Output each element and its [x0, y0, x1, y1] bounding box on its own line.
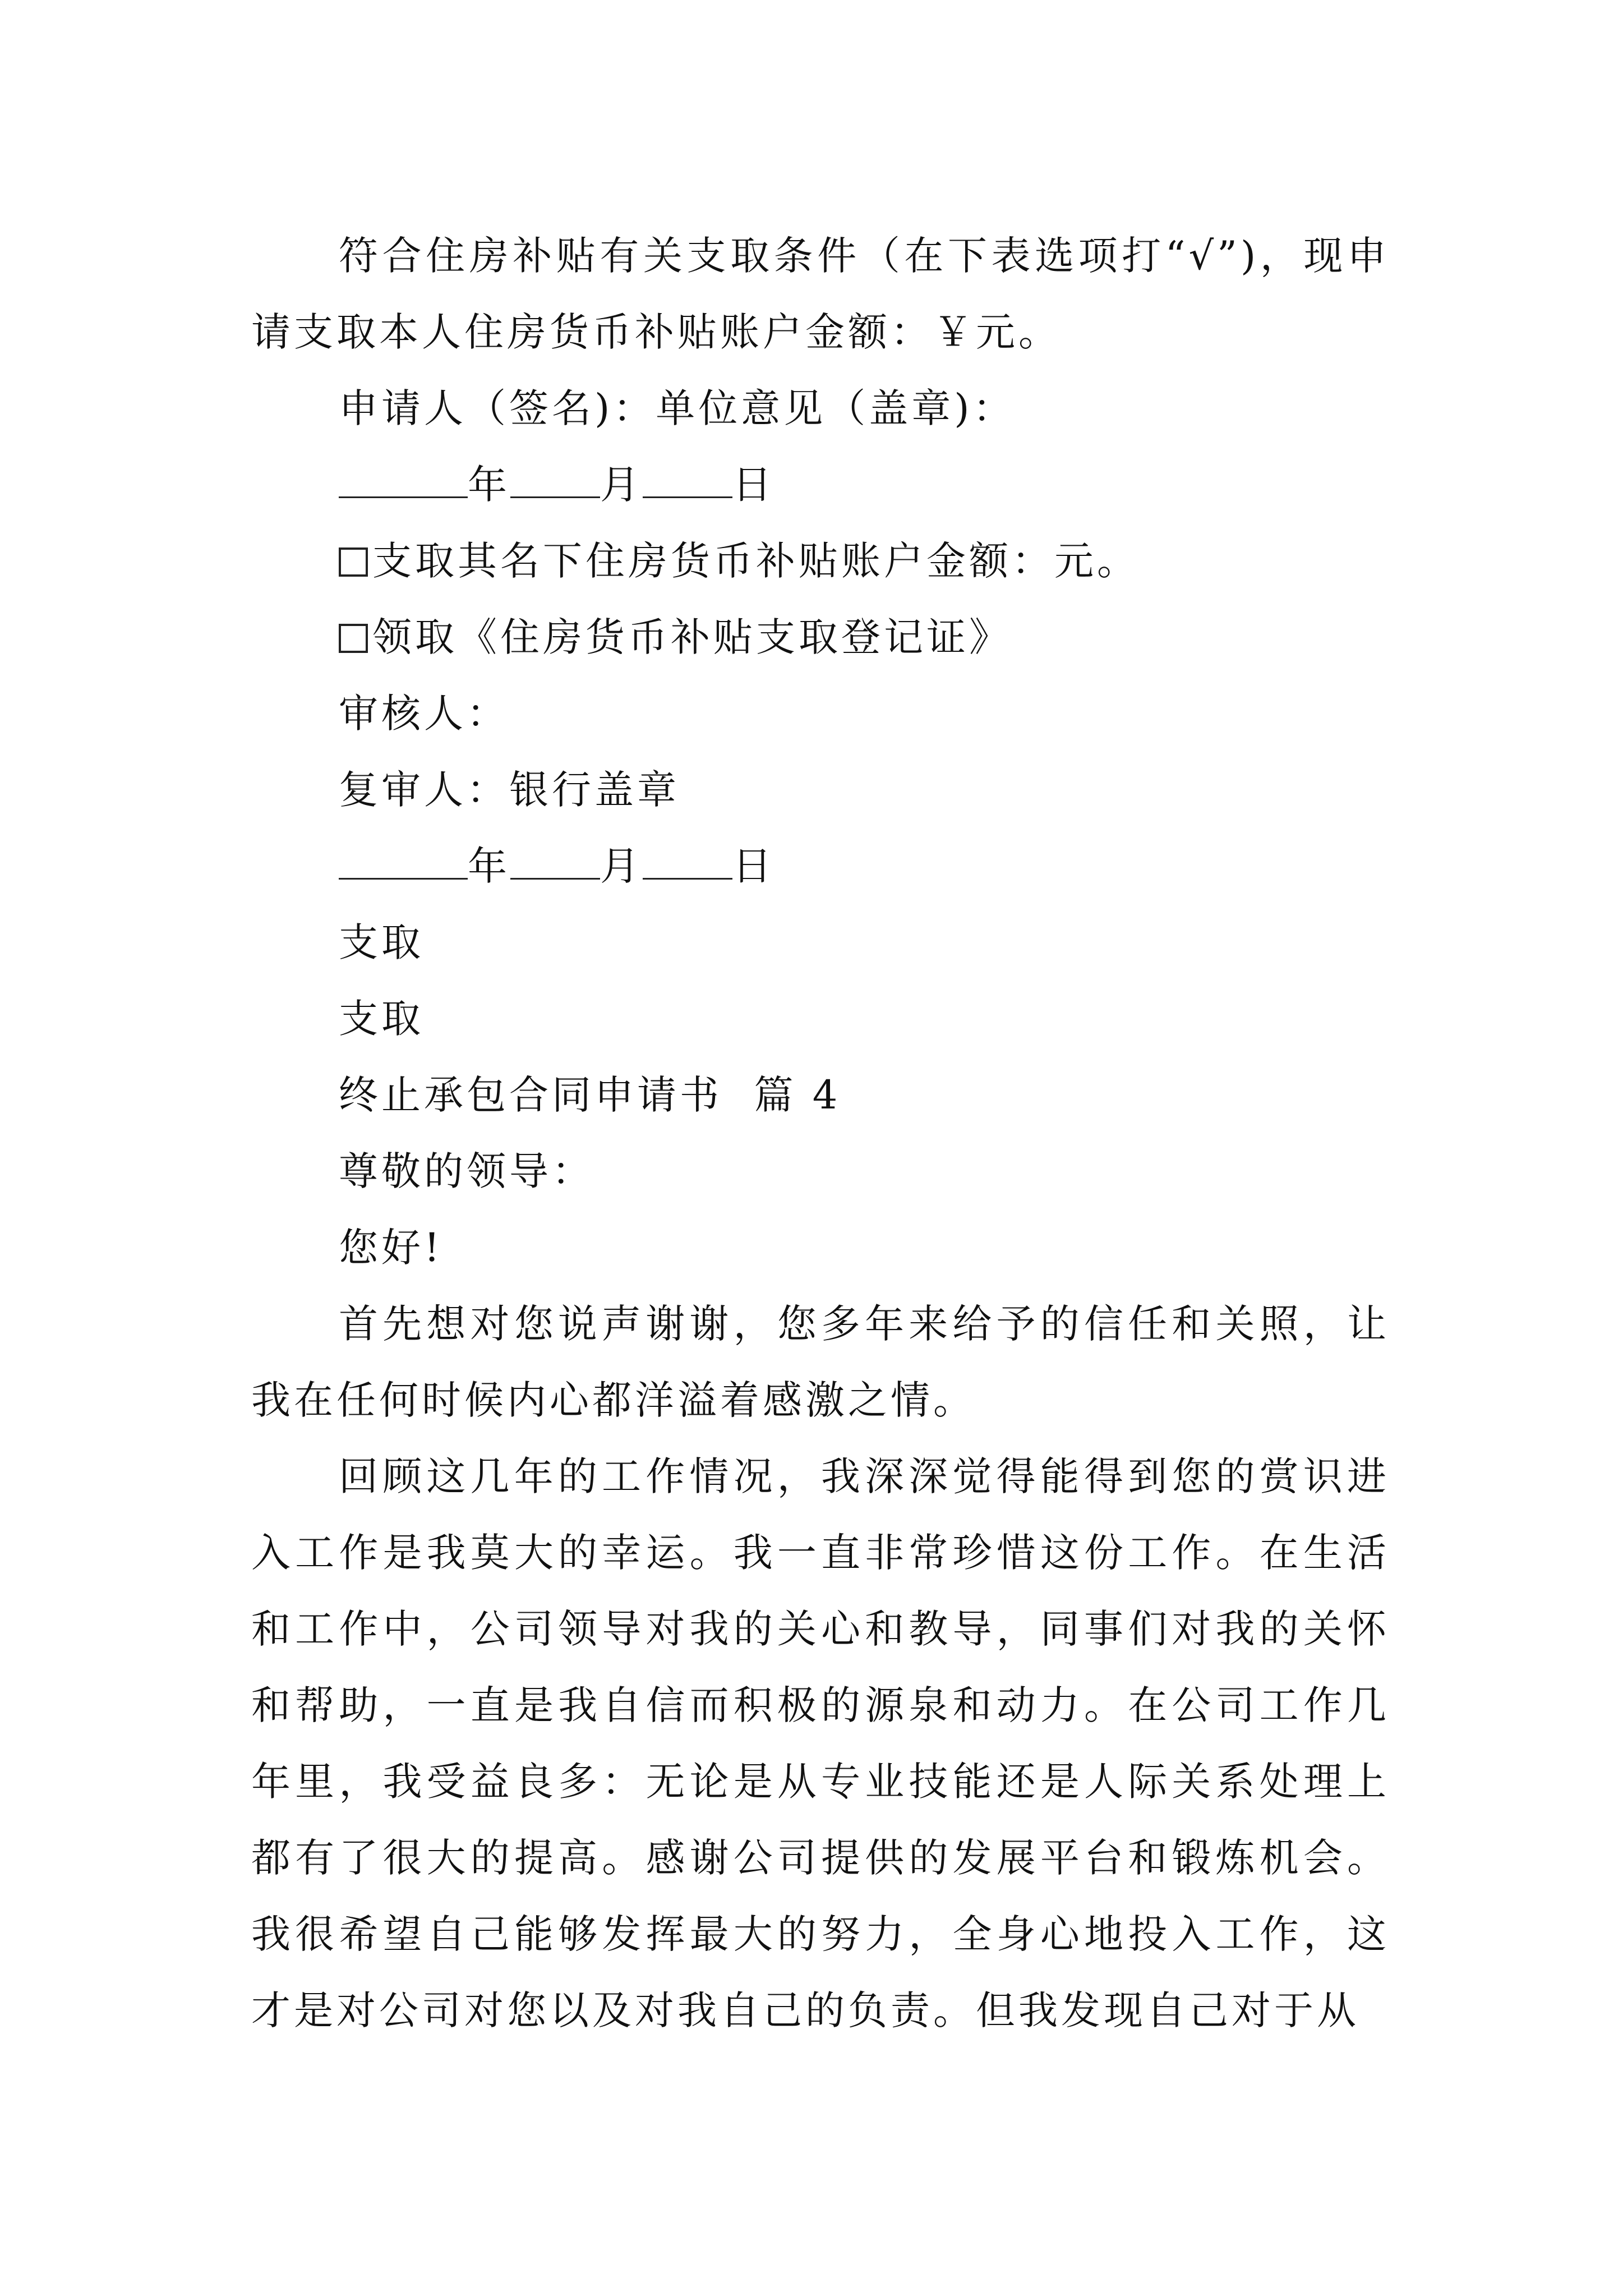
day-label: 日 — [732, 462, 775, 508]
year-label: 年 — [468, 843, 510, 889]
section-heading: 终止承包合同申请书 篇 4 — [339, 1072, 841, 1118]
date-line-1 — [251, 447, 1390, 523]
month-blank — [510, 839, 600, 880]
checkbox-label-withdraw-amount: 支取其名下住房货币补贴账户金额：元。 — [372, 538, 1140, 584]
auditor-line: 审核人： — [339, 691, 509, 737]
date-line-2 — [251, 828, 1390, 904]
document-body — [251, 218, 1390, 2049]
checkbox-label-certificate: 领取《住房货币补贴支取登记证》 — [372, 614, 1012, 660]
paragraph-thanks: 首先想对您说声谢谢，您多年来给予的信任和关照，让我在任何时候内心都洋溢着感激之情。 — [251, 1301, 1390, 1423]
year-blank — [339, 457, 468, 498]
checkbox-icon[interactable] — [339, 547, 368, 577]
greeting: 您好! — [339, 1225, 444, 1271]
salutation: 尊敬的领导： — [339, 1148, 594, 1194]
year-blank — [339, 839, 468, 880]
month-blank — [510, 457, 600, 498]
withdraw-line-2: 支取 — [339, 996, 424, 1042]
applicant-signature-line: 申请人（签名)：单位意见（盖章)： — [339, 385, 1016, 431]
reviewer-line: 复审人：银行盖章 — [339, 767, 680, 813]
checkbox-line-certificate — [251, 599, 1390, 675]
month-label: 月 — [600, 843, 643, 889]
paragraph-review: 回顾这几年的工作情况，我深深觉得能得到您的赏识进入工作是我莫大的幸运。我一直非常珍惜这份工作。在生活和工作中，公司领导对我的关心和教导，同事们对我的关怀和帮助，一直是我自信而积极的源泉和动力。在公司工作几年里，我受益良多：无论是从专业技能还是人际关系处理上都有了很大的提高。感谢公司提供的发展平台和锻炼机会。我很希望自己能够发挥最大的努力，全身心地投入工作，这才是对公司对您以及对我自己的负责。但我发现自己对于从 — [251, 1453, 1390, 2033]
checkbox-icon[interactable] — [339, 624, 368, 653]
withdraw-line-1: 支取 — [339, 919, 424, 965]
year-label: 年 — [468, 462, 510, 508]
checkbox-line-withdraw-amount — [251, 523, 1390, 599]
day-blank — [643, 839, 732, 880]
day-label: 日 — [732, 843, 775, 889]
month-label: 月 — [600, 462, 643, 508]
paragraph-withdrawal-request: 符合住房补贴有关支取条件（在下表选项打“√”)，现申请支取本人住房货币补贴账户金额：￥元。 — [251, 233, 1390, 355]
day-blank — [643, 457, 732, 498]
